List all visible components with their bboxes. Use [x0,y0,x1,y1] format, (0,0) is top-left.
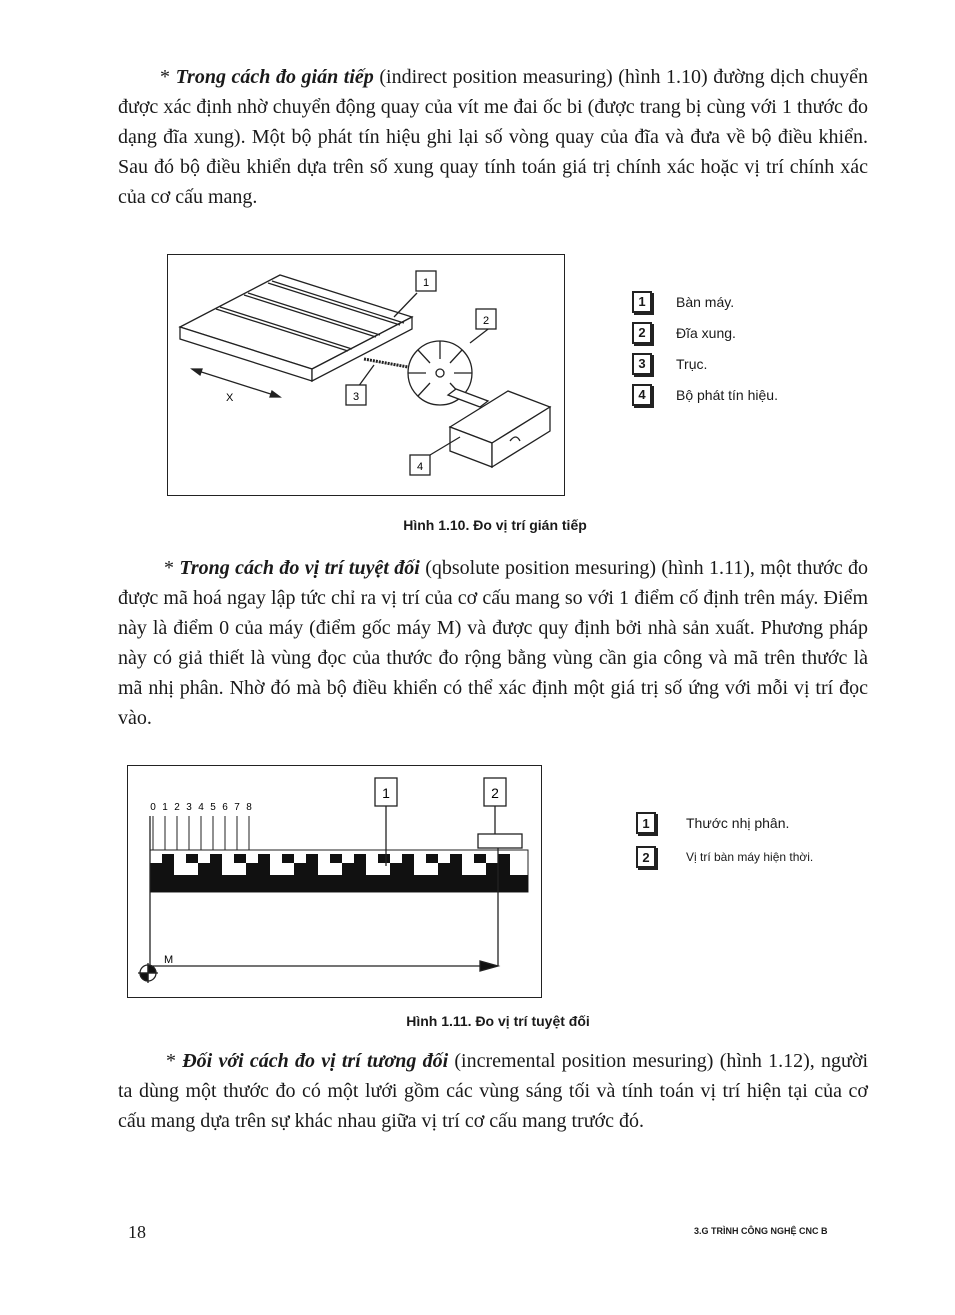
figure-indirect-measuring [167,254,565,496]
absolute-measuring-diagram [128,766,541,997]
callout-2: 2 [491,785,499,801]
legend-item [632,379,778,410]
paragraph-text: (qbsolute position mesuring) (hình 1.11), một thước đo được mã hoá ngay lập tức chỉ ra vị trí của cơ cấu mang so với 1 điểm cố định trên máy. Điểm này là điểm 0 của máy (điểm gốc máy M) và được quy định bởi nhà sản xuất. Phương pháp này có giả thiết là vùng đọc của thước đo rộng bằng vùng cần gia công và mã trên thước là mã nhị phân. Nhờ đó mà bộ điều khiển có thể xác định một giá trị số ứng với mỗi vị trí đọc vào. [118,557,869,729]
indirect-measuring-diagram [168,255,564,495]
figure2-caption: Hình 1.11. Đo vị trí tuyệt đối [406,1013,590,1029]
callout-1: 1 [382,785,390,801]
paragraph-text: (indirect position measuring) (hình 1.10) đường dịch chuyển được xác định nhờ chuyển động quay của vít me đai ốc bi (được trang bị cùng với 1 thước đo dạng đĩa xung). Một bộ phát tín hiệu ghi lại số vòng quay của đĩa và đưa về bộ điều khiển. Sau đó bộ điều khiển dựa trên số xung quay tính toán giá trị chính xác hoặc vị trí chính xác của cơ cấu mang. [118,66,869,208]
figure2-legend [636,806,813,874]
legend-item [632,348,778,379]
scale-digit: 4 [198,802,204,813]
scale-digit: 3 [186,802,192,813]
callout-3: 3 [352,391,360,403]
legend-label: Trục. [676,355,708,372]
legend-number: 1 [632,291,652,313]
scale-digit: 2 [174,802,180,813]
read-head [478,834,522,848]
figure-absolute-measuring [127,765,542,998]
figure1-caption: Hình 1.10. Đo vị trí gián tiếp [403,517,587,533]
legend-label: Vị trí bàn máy hiện thời. [686,850,814,864]
bullet-marker: * [164,557,174,579]
legend-item [636,806,813,840]
legend-item [632,317,778,348]
scale-digit: 6 [222,802,228,813]
origin-label: M [164,954,174,966]
legend-label: Thước nhị phân. [686,815,790,831]
binary-scale [150,850,528,892]
paragraph-lead: Đối với cách đo vị trí tương đối [182,1050,449,1072]
bullet-marker: * [166,1050,176,1072]
callout-2: 2 [482,315,490,327]
scale-digit: 0 [150,802,156,813]
scale-digit: 1 [162,802,168,813]
legend-number: 2 [636,846,656,868]
legend-number: 4 [632,384,652,406]
legend-label: Bộ phát tín hiệu. [676,386,778,403]
x-axis-label: X [226,392,234,404]
paragraph-absolute-measuring [118,553,868,733]
scale-digit: 5 [210,802,216,813]
x-axis-arrow [192,369,280,397]
legend-number: 3 [632,353,652,375]
legend-number: 1 [636,812,656,834]
callout-4: 4 [416,461,424,473]
paragraph-lead: Trong cách đo vị trí tuyệt đối [179,557,420,579]
paragraph-incremental-measuring [118,1046,868,1136]
bullet-marker: * [160,66,170,88]
legend-label: Bàn máy. [676,293,735,310]
paragraph-text: (incremental position mesuring) (hình 1.12), người ta dùng một thước đo có một lưới gồm các vùng sáng tối và tính toán vị trí hiện tại của cơ cấu mang dựa trên sự khác nhau giữa vị trí cơ cấu mang trước đó. [118,1050,869,1132]
callout-1: 1 [422,277,430,289]
legend-label: Đĩa xung. [676,324,736,341]
scale-digit: 7 [234,802,240,813]
paragraph-indirect-measuring [118,62,868,212]
scale-digit: 8 [246,802,252,813]
figure1-legend [632,286,778,410]
page-number: 18 [128,1222,146,1242]
paragraph-lead: Trong cách đo gián tiếp [175,66,374,88]
legend-item [636,840,813,874]
legend-item [632,286,778,317]
publisher-footer: 3.G TRÌNH CÔNG NGHỆ CNC B [694,1226,828,1236]
legend-number: 2 [632,322,652,344]
